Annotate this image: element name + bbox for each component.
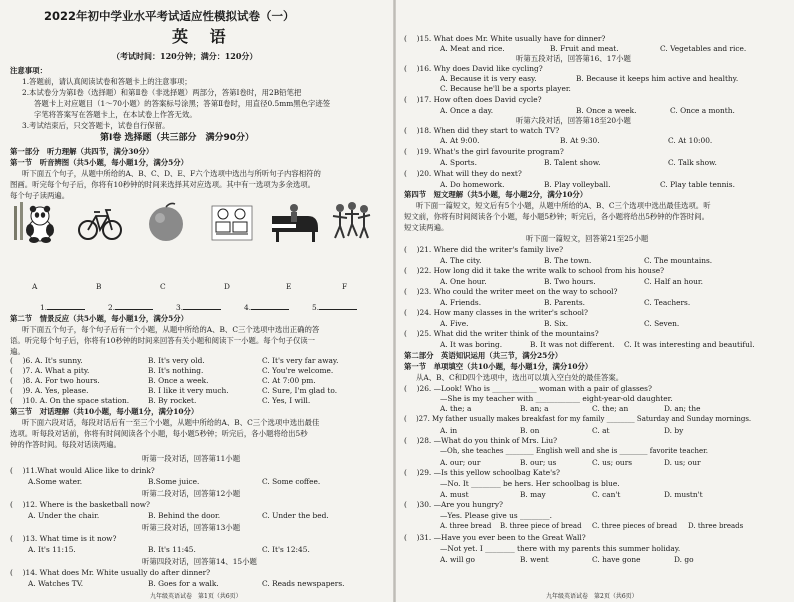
option-c[interactable]: C. have gone — [592, 555, 641, 564]
option-d[interactable]: D. an; the — [664, 404, 701, 413]
question-31: ( )31. —Have you ever been to the Great Wall? — [404, 533, 586, 542]
dialogue-2-heading: 听第二段对话，回答第12小题 — [142, 489, 241, 498]
option-a[interactable]: A. It's 11:15. — [28, 545, 76, 554]
sec2-instr: 遍。 — [10, 347, 25, 356]
option-b[interactable]: B. our; us — [520, 458, 557, 467]
question-31-line2: —Not yet. I ________ there with my parents this summer holiday. — [440, 544, 681, 553]
sec4-heading: 第四节 短文理解（共5小题，每小题2分，满分10分） — [404, 190, 588, 199]
blank-number: 1. — [40, 303, 48, 312]
option-c[interactable]: C. It's 12:45. — [262, 545, 310, 554]
option-a[interactable]: A. will go — [440, 555, 475, 564]
question-19: ( )19. What's the girl favourite program? — [404, 147, 564, 156]
option-c[interactable]: C. It was interesting and beautiful. — [624, 340, 755, 349]
question-18: ( )18. When did they start to watch TV? — [404, 126, 560, 135]
page-left — [0, 0, 394, 602]
answer-blank-2[interactable] — [108, 302, 153, 312]
option-d[interactable]: D. go — [674, 555, 694, 564]
page-right — [396, 0, 794, 602]
exam-subject: 英 语 — [172, 27, 234, 46]
option-b[interactable]: B. I like it very much. — [148, 386, 229, 395]
question-16: ( )16. Why does David like cycling? — [404, 64, 543, 73]
question-7: ( )7. A. What a pity. — [10, 366, 90, 375]
option-a[interactable]: A. Five. — [440, 319, 469, 328]
option-a[interactable]: A. Once a day. — [440, 106, 494, 115]
option-b[interactable]: B. Talent show. — [544, 158, 601, 167]
answer-blank-1[interactable] — [40, 302, 85, 312]
dialogue-1-heading: 听第一段对话，回答第11小题 — [142, 454, 241, 463]
sec2-instr: 语。听完每个句子后，你将有10秒钟的时间来回答有关小题和阅读下一小题。每个句子仅读一 — [10, 336, 316, 345]
page-footer: 九年级英语试卷 第2页（共6页） — [546, 593, 638, 600]
question-29-line2: —No. It ________ be hers. Her schoolbag is blue. — [440, 479, 620, 488]
option-b[interactable]: B. Parents. — [544, 298, 585, 307]
option-a[interactable]: A. Friends. — [440, 298, 482, 307]
option-a[interactable]: A. One hour. — [440, 277, 487, 286]
question-11: ( )11.What would Alice like to drink? — [10, 466, 155, 475]
orange-fruit-icon — [144, 200, 188, 244]
blank-number: 2. — [108, 303, 116, 312]
exam-title: 2022年初中学业水平考试适应性模拟试卷（一） — [44, 9, 295, 23]
question-14: ( )14. What does Mr. White usually do after dinner? — [10, 568, 211, 577]
option-c[interactable]: C. It's very far away. — [262, 356, 339, 365]
pic-label-d: D — [224, 282, 230, 291]
option-b[interactable]: B. an; a — [520, 404, 549, 413]
blank-line — [183, 302, 221, 310]
piano-player-icon — [268, 200, 320, 244]
option-a[interactable]: A. The city. — [440, 256, 482, 265]
notes-heading: 注意事项： — [10, 66, 47, 75]
note-line: 答题卡上对应题目（1～70小题）的答案标号涂黑；答第Ⅱ卷时，用直径0.5mm黑色字迹签 — [34, 99, 331, 108]
question-27: ( )27. My father usually makes breakfast for my family ________ Saturday and Sunday mornings. — [404, 415, 752, 423]
blank-number: 3. — [176, 303, 184, 312]
option-d[interactable]: D. three breads — [688, 522, 744, 530]
sec4-instr: 听下面一篇短文，短文后有5个小题，从题中所给的A、B、C三个选项中选出最佳选项。听 — [416, 201, 711, 210]
listening-heading: 第一部分 听力理解（共四节，满分30分） — [10, 147, 154, 156]
option-b[interactable]: B. Once a week. — [148, 376, 209, 385]
pic-label-f: F — [342, 282, 348, 291]
option-c[interactable]: C. Yes, I will. — [262, 396, 311, 405]
question-26-line2: —She is my teacher with ____________ eight-year-old daughter. — [440, 394, 673, 403]
option-a[interactable]: A. Sports. — [440, 158, 477, 167]
question-9: ( )9. A. Yes, please. — [10, 386, 89, 395]
option-a[interactable]: A. Do homework. — [440, 180, 505, 189]
option-b[interactable]: B.Some juice. — [148, 477, 200, 486]
page-footer: 九年级英语试卷 第1页（共6页） — [150, 593, 242, 600]
option-a[interactable]: A. It was boring. — [440, 340, 503, 349]
option-a[interactable]: A. Under the chair. — [28, 511, 100, 520]
sec3-instr: 钟的作答时间。每段对话读两遍。 — [10, 440, 121, 449]
sec4-instr: 短文前，你将有时间阅读各个小题，每小题5秒钟；听完后，各小题将给出5秒钟的作答时间。 — [404, 212, 710, 221]
panda-icon — [12, 200, 56, 244]
question-30-line2: —Yes. Please give us ________. — [440, 511, 552, 520]
option-b[interactable]: B. Once a week. — [576, 106, 637, 115]
question-12: ( )12. Where is the basketball now? — [10, 500, 151, 509]
question-15: ( )15. What does Mr. White usually have for dinner? — [404, 34, 606, 43]
option-b[interactable]: B. It's very old. — [148, 356, 205, 365]
option-c[interactable]: C. At 7:00 pm. — [262, 376, 316, 385]
option-d[interactable]: D. us; our — [664, 458, 701, 467]
passage-heading: 听下面一篇短文，回答第21至25小题 — [526, 234, 649, 243]
option-b[interactable]: B. on — [520, 426, 540, 435]
pic-label-a: A — [32, 282, 38, 291]
pic-label-b: B — [96, 282, 102, 291]
answer-blank-3[interactable] — [176, 302, 221, 312]
option-c[interactable]: C. Some coffee. — [262, 477, 321, 486]
blank-number: 5. — [312, 303, 320, 312]
sec3-heading: 第三节 对话理解（共10小题，每小题1分，满分10分） — [10, 407, 199, 416]
option-b[interactable]: B. Two hours. — [544, 277, 596, 286]
answer-blank-5[interactable] — [312, 302, 357, 312]
sec3-instr: 选项。听每段对话前，你将有时间阅读各个小题，每小题5秒钟；听完后，各小题将给出5秒 — [10, 429, 308, 438]
question-29: ( )29. —Is this yellow schoolbag Kate's? — [404, 468, 560, 477]
option-b[interactable]: B. may — [520, 490, 546, 499]
option-c[interactable]: C. Because he'll be a sports player. — [440, 84, 571, 93]
option-b[interactable]: B. went — [520, 555, 549, 564]
dialogue-6-heading: 听第六段对话，回答第18至20小题 — [516, 116, 631, 125]
sec1-heading: 第一节 听音辨图（共5小题，每小题1分，满分5分） — [10, 158, 189, 167]
option-a[interactable]: A. Meat and rice. — [440, 44, 505, 53]
option-c[interactable]: C. Talk show. — [668, 158, 717, 167]
option-a[interactable]: A.Some water. — [28, 477, 83, 486]
option-c[interactable]: C. Teachers. — [644, 298, 691, 307]
option-c[interactable]: C. Once a month. — [670, 106, 735, 115]
option-b[interactable]: B. Goes for a walk. — [148, 579, 219, 588]
question-21: ( )21. Where did the writer's family live? — [404, 245, 564, 254]
option-c[interactable]: C. Reads newspapers. — [262, 579, 345, 588]
blank-line — [47, 302, 85, 310]
sec3-instr: 听下面六段对话，每段对话后有一至三个小题，从题中所给的A、B、C三个选项中选出最佳 — [22, 418, 320, 427]
note-line: 1.答题前，请认真阅读试卷和答题卡上的注意事项； — [22, 77, 192, 86]
question-10: ( )10. A. On the space station. — [10, 396, 130, 405]
sec5-heading: 第一节 单项填空（共10小题，每小题1分，满分10分） — [404, 362, 593, 371]
note-line: 3.考试结束后，只交答题卡，试卷自行保留。 — [22, 121, 170, 130]
sec1-instr: 每个句子读两遍。 — [10, 191, 70, 200]
sec1-instr: 图画。听完每个句子后，你将有10秒钟的时间来选择其对应选项。其中有一选项为多余选项。 — [10, 180, 316, 189]
option-b[interactable]: B. Play volleyball. — [544, 180, 611, 189]
option-b[interactable]: B. The town. — [544, 256, 592, 265]
blank-line — [319, 302, 357, 310]
blank-number: 4. — [244, 303, 252, 312]
sec5-instr: 从A、B、C和D四个选项中，选出可以填入空白处的最佳答案。 — [416, 373, 624, 382]
option-c[interactable]: C. three pieces of bread — [592, 522, 678, 530]
option-b[interactable]: B. Because it keeps him active and healthy. — [576, 74, 739, 83]
question-26: ( )26. —Look! Who is ____________ woman with a pair of glasses? — [404, 384, 652, 393]
question-13: ( )13. What time is it now? — [10, 534, 117, 543]
dialogue-5-heading: 听第五段对话，回答第16、17小题 — [516, 54, 631, 63]
option-a[interactable]: A. the; a — [440, 404, 472, 413]
option-a[interactable]: A. Because it is very easy. — [440, 74, 537, 83]
kids-dancing-icon — [328, 200, 372, 244]
pic-label-c: C — [160, 282, 166, 291]
sec4-instr: 短文读两遍。 — [404, 223, 449, 232]
option-a[interactable]: A. in — [440, 426, 458, 435]
sec2-heading: 第二节 情景反应（共5小题，每小题1分，满分5分） — [10, 314, 189, 323]
question-23: ( )23. Who could the writer meet on the way to school? — [404, 287, 618, 296]
bicycle-icon — [78, 200, 122, 244]
note-line: 字笔将答案写在答题卡上，在本试卷上作答无效。 — [34, 110, 197, 119]
answer-blank-4[interactable] — [244, 302, 289, 312]
option-c[interactable]: C. at — [592, 426, 610, 435]
option-c[interactable]: C. Vegetables and rice. — [660, 44, 747, 53]
option-b[interactable]: B. At 9:30. — [560, 136, 600, 145]
question-28: ( )28. —What do you think of Mrs. Liu? — [404, 436, 558, 445]
option-c[interactable]: C. Sure, I'm glad to. — [262, 386, 338, 395]
students-reading-icon — [210, 200, 254, 244]
question-22: ( )22. How long did it take the write walk to school from his house? — [404, 266, 665, 275]
part2-heading: 第二部分 英语知识运用（共三节，满分25分） — [404, 351, 563, 360]
option-c[interactable]: C. can't — [592, 490, 621, 499]
note-line: 2.本试卷分为第Ⅰ卷（选择题）和第Ⅱ卷（非选择题）两部分，答第Ⅰ卷时，用2B铅笔把 — [22, 88, 302, 97]
option-c[interactable]: C. You're welcome. — [262, 366, 334, 375]
blank-line — [251, 302, 289, 310]
option-b[interactable]: B. It's 11:45. — [148, 545, 196, 554]
option-c[interactable]: C. At 10:00. — [668, 136, 713, 145]
option-a[interactable]: A. our; our — [440, 458, 481, 467]
question-25: ( )25. What did the writer think of the mountains? — [404, 329, 599, 338]
option-c[interactable]: C. us; ours — [592, 458, 633, 467]
option-a[interactable]: A. three bread — [440, 522, 492, 530]
pic-label-e: E — [286, 282, 292, 291]
dialogue-4-heading: 听第四段对话，回答第14、15小题 — [142, 557, 257, 566]
picture-row — [12, 200, 372, 244]
question-20: ( )20. What will they do next? — [404, 169, 522, 178]
option-a[interactable]: A. At 9:00. — [440, 136, 480, 145]
option-c[interactable]: C. Half an hour. — [644, 277, 703, 286]
option-d[interactable]: D. by — [664, 426, 684, 435]
blank-line — [115, 302, 153, 310]
option-c[interactable]: C. Seven. — [644, 319, 680, 328]
question-8: ( )8. A. For two hours. — [10, 376, 100, 385]
option-b[interactable]: B. Fruit and meat. — [550, 44, 619, 53]
question-6: ( )6. A. It's sunny. — [10, 356, 83, 365]
option-b[interactable]: B. Behind the door. — [148, 511, 221, 520]
option-c[interactable]: C. The mountains. — [644, 256, 713, 265]
option-d[interactable]: D. mustn't — [664, 490, 703, 499]
option-b[interactable]: B. It's nothing. — [148, 366, 204, 375]
option-c[interactable]: C. Under the bed. — [262, 511, 329, 520]
option-a[interactable]: A. Watches TV. — [28, 579, 84, 588]
dialogue-3-heading: 听第三段对话，回答第13小题 — [142, 523, 241, 532]
sec2-instr: 听下面五个句子，每个句子后有一个小题，从题中所给的A、B、C三个选项中选出正确的答 — [22, 325, 320, 334]
option-b[interactable]: B. three piece of bread — [500, 522, 582, 530]
option-a[interactable]: A. must — [440, 490, 469, 499]
sec1-instr: 听下面五个句子，从题中所给的A、B、C、D、E、F六个选项中选出与所听句子内容相符的 — [22, 169, 321, 178]
part1-heading: 第Ⅰ卷 选择题（共三部分 满分90分） — [100, 133, 255, 143]
option-c[interactable]: C. Play table tennis. — [660, 180, 735, 189]
option-b[interactable]: B. It was not different. — [530, 340, 615, 349]
question-30: ( )30. —Are you hungry? — [404, 500, 504, 509]
option-b[interactable]: B. By rocket. — [148, 396, 197, 405]
question-17: ( )17. How often does David cycle? — [404, 95, 542, 104]
option-b[interactable]: B. Six. — [544, 319, 569, 328]
question-28-line2: —Oh, she teaches ________ English well and she is ________ favorite teacher. — [440, 447, 708, 455]
exam-info: （考试时间：120分钟；满分：120分） — [112, 51, 258, 61]
question-24: ( )24. How many classes in the writer's school? — [404, 308, 589, 317]
option-c[interactable]: C. the; an — [592, 404, 629, 413]
